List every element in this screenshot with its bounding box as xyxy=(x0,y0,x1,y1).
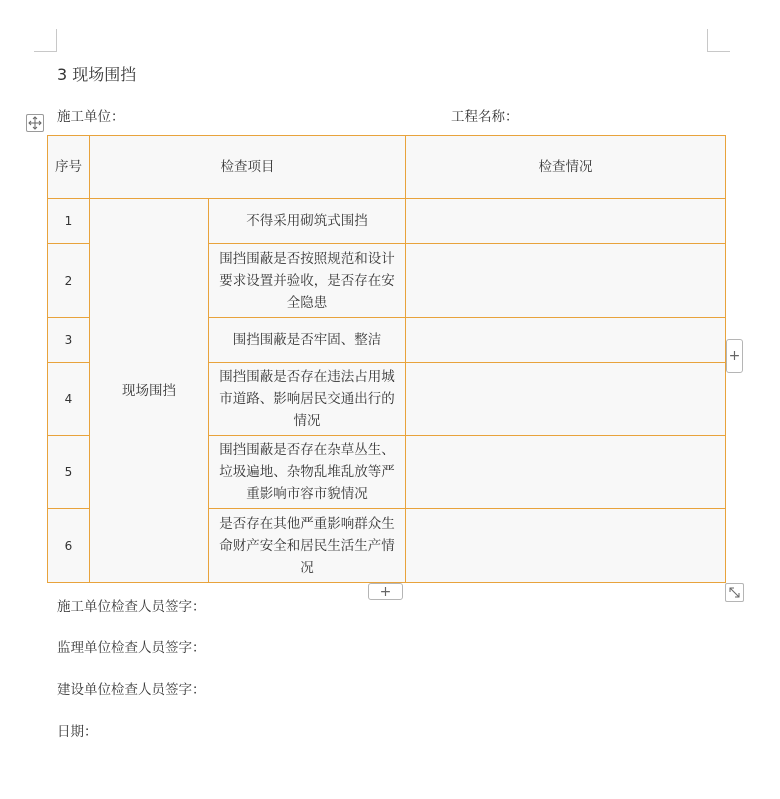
header-index[interactable]: 序号 xyxy=(48,136,90,199)
row-number[interactable]: 2 xyxy=(48,244,90,318)
inspection-table xyxy=(47,135,726,583)
row-item[interactable]: 不得采用砌筑式围挡 xyxy=(209,199,406,244)
row-status-cell[interactable] xyxy=(406,436,726,509)
page-corner-mark-top-right xyxy=(707,29,730,52)
row-item[interactable]: 围挡围蔽是否牢固、整洁 xyxy=(209,318,406,363)
row-item[interactable]: 是否存在其他严重影响群众生命财产安全和居民生活生产情况 xyxy=(209,509,406,583)
date-label: 日期： xyxy=(57,724,98,740)
row-number[interactable]: 6 xyxy=(48,509,90,583)
row-status-cell[interactable] xyxy=(406,318,726,363)
row-item[interactable]: 围挡围蔽是否存在杂草丛生、垃圾遍地、杂物乱堆乱放等严重影响市容市貌情况 xyxy=(209,436,406,509)
row-number[interactable]: 5 xyxy=(48,436,90,509)
page-corner-mark-top-left xyxy=(34,29,57,52)
row-status-cell[interactable] xyxy=(406,244,726,318)
table-resize-icon[interactable] xyxy=(725,583,744,602)
row-item[interactable]: 围挡围蔽是否存在违法占用城市道路、影响居民交通出行的情况 xyxy=(209,363,406,436)
add-column-button[interactable]: + xyxy=(726,339,743,373)
row-item[interactable]: 围挡围蔽是否按照规范和设计要求设置并验收，是否存在安全隐患 xyxy=(209,244,406,318)
table-move-handle-icon[interactable] xyxy=(26,114,44,132)
table-row xyxy=(48,199,726,244)
row-status-cell[interactable] xyxy=(406,199,726,244)
row-number[interactable]: 1 xyxy=(48,199,90,244)
header-item[interactable]: 检查项目 xyxy=(90,136,406,199)
row-status-cell[interactable] xyxy=(406,509,726,583)
owner-signature-label: 建设单位检查人员签字： xyxy=(57,682,206,698)
table-header-row xyxy=(48,136,726,199)
header-status[interactable]: 检查情况 xyxy=(406,136,726,199)
row-status-cell[interactable] xyxy=(406,363,726,436)
add-row-button[interactable]: + xyxy=(368,583,403,600)
category-cell[interactable]: 现场围挡 xyxy=(90,199,209,583)
section-heading: 3 现场围挡 xyxy=(57,65,137,84)
row-number[interactable]: 4 xyxy=(48,363,90,436)
supervision-signature-label: 监理单位检查人员签字： xyxy=(57,640,206,656)
project-name-label: 工程名称： xyxy=(451,109,519,125)
construction-signature-label: 施工单位检查人员签字： xyxy=(57,599,206,615)
construction-unit-label: 施工单位： xyxy=(57,109,125,125)
row-number[interactable]: 3 xyxy=(48,318,90,363)
